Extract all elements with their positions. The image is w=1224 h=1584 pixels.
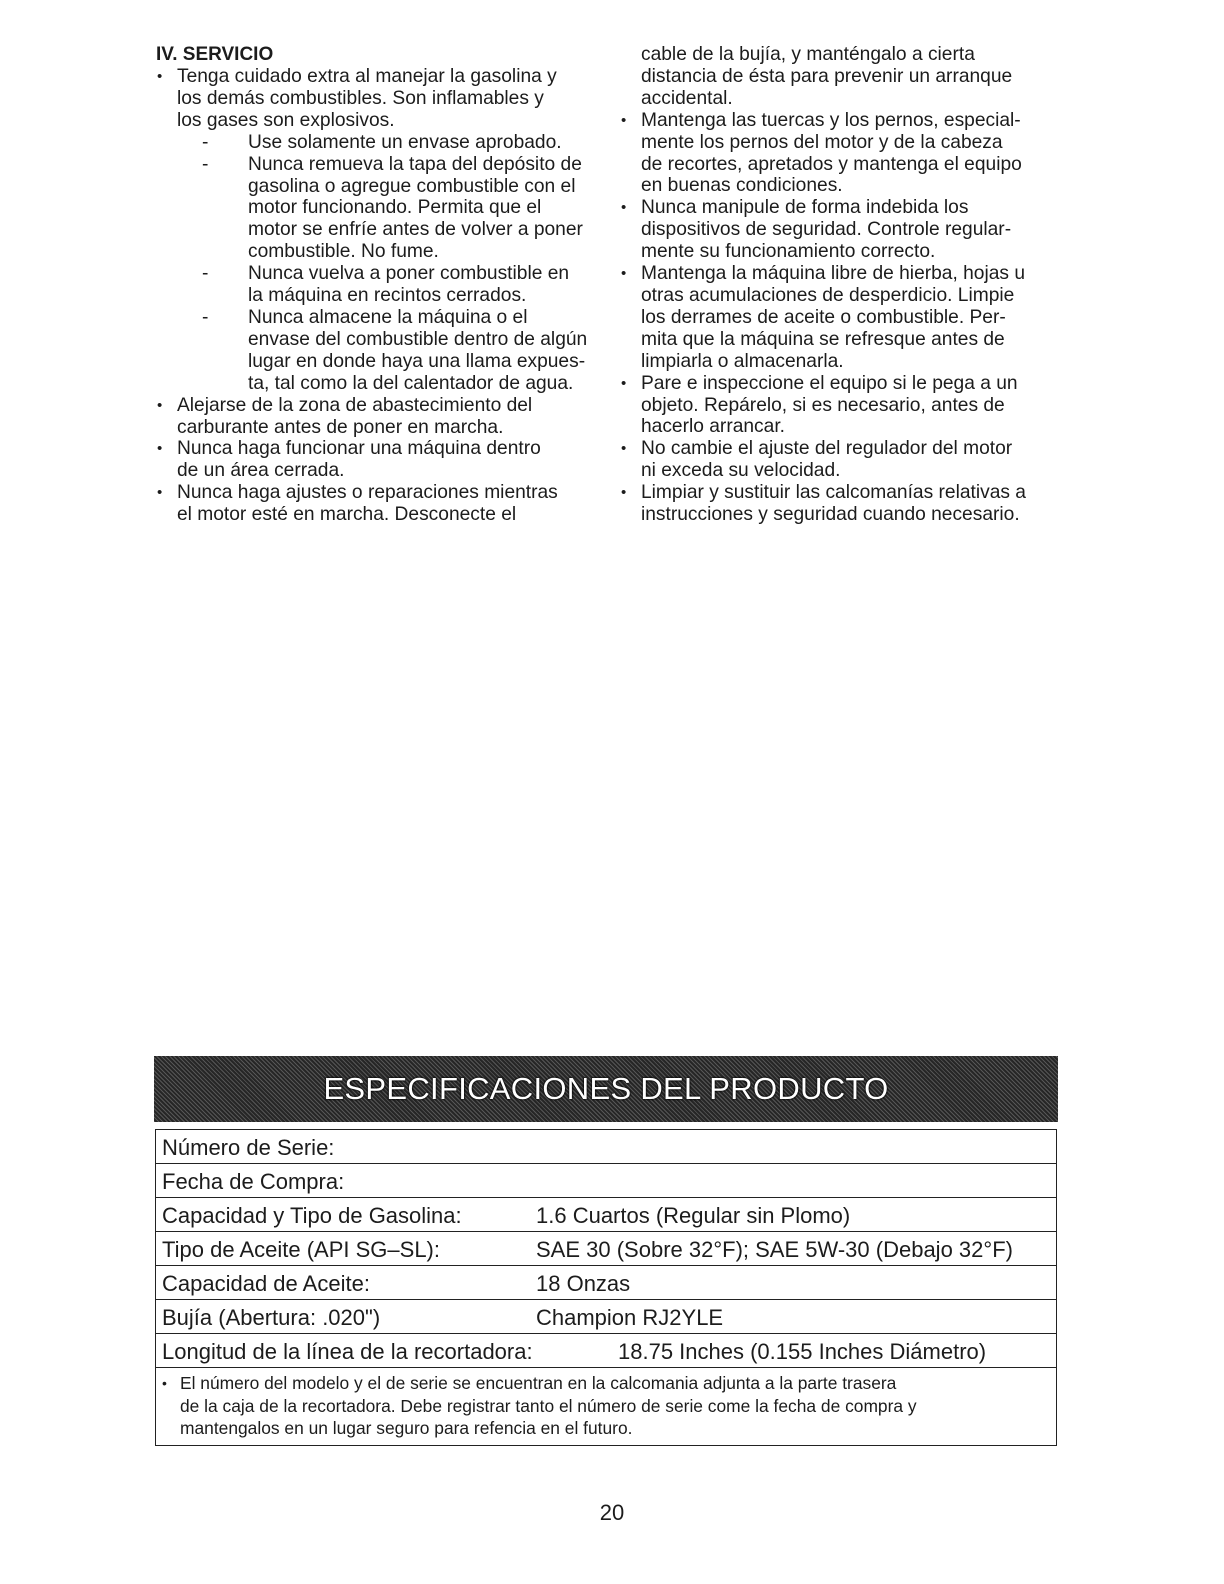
text-line: la máquina en recintos cerrados. [248, 285, 527, 307]
text-line: ta, tal como la del calentador de agua. [248, 372, 574, 394]
spec-label: Capacidad y Tipo de Gasolina: [162, 1203, 462, 1228]
text-line: de la caja de la recortadora. Debe registrar tanto el número de serie come la fecha de compra y [180, 1395, 917, 1416]
bullet-item [156, 395, 596, 439]
page-number: 20 [599, 1500, 625, 1525]
spec-label: Bujía (Abertura: .020") [162, 1305, 381, 1330]
spec-value: SAE 30 (Sobre 32°F); SAE 5W-30 (Debajo 32°F) [536, 1237, 1013, 1262]
text-line: mita que la máquina se refresque antes de [641, 328, 1005, 350]
spec-row-spark-plug [156, 1300, 1056, 1334]
text-line: - Use solamente un envase aprobado. [248, 131, 562, 153]
text-line: gasolina o agregue combustible con el [248, 175, 576, 197]
text-line: de un área cerrada. [177, 460, 345, 482]
text-line: de recortes, apretados y mantenga el equipo [641, 153, 1022, 175]
bullet-item [620, 373, 1060, 439]
text-line: distancia de ésta para prevenir un arranque [641, 65, 1013, 87]
spec-label: Capacidad de Aceite: [162, 1271, 370, 1296]
text-line: el motor esté en marcha. Desconecte el [177, 504, 517, 526]
spec-note [156, 1368, 1056, 1445]
spec-value: Champion RJ2YLE [536, 1305, 724, 1330]
bullet-item [620, 263, 1060, 373]
text-line: instrucciones y seguridad cuando necesario. [641, 504, 1020, 526]
dash-item [156, 263, 596, 307]
text-line: • Mantenga las tuercas y los pernos, especial- [641, 109, 1021, 131]
text-line: los derrames de aceite o combustible. Per- [641, 306, 1006, 328]
bullet-item [620, 438, 1060, 482]
text-line: envase del combustible dentro de algún [248, 328, 588, 350]
bullet-item [156, 482, 596, 526]
bullet-item [620, 197, 1060, 263]
bullet-item [620, 110, 1060, 198]
text-line: ni exceda su velocidad. [641, 460, 841, 482]
spec-label: Fecha de Compra: [162, 1169, 345, 1194]
spec-label: Número de Serie: [162, 1135, 335, 1160]
text-line: los demás combustibles. Son inflamables y [177, 87, 544, 109]
text-line: objeto. Repárelo, si es necesario, antes de [641, 394, 1005, 416]
text-line: mente los pernos del motor y de la cabeza [641, 131, 1003, 153]
text-line: • Pare e inspeccione el equipo si le pega a un [641, 372, 1018, 394]
bullet-item [156, 438, 596, 482]
text-line: - Nunca almacene la máquina o el [248, 306, 528, 328]
text-line: - Nunca vuelva a poner combustible en [248, 263, 570, 285]
spec-row-trimmer-line [156, 1334, 1056, 1368]
text-line: mantengalos en un lugar seguro para refencia en el futuro. [180, 1418, 633, 1438]
spec-row-oil-type [156, 1232, 1056, 1266]
bullet-item [620, 482, 1060, 526]
text-line: hacerlo arrancar. [641, 416, 785, 438]
spec-row-oil-capacity [156, 1266, 1056, 1300]
spec-banner-title: ESPECIFICACIONES DEL PRODUCTO [323, 1071, 889, 1106]
text-line: dispositivos de seguridad. Controle regular- [641, 219, 1012, 241]
text-line: cable de la bujía, y manténgalo a cierta [641, 44, 975, 65]
spec-value: 1.6 Cuartos (Regular sin Plomo) [536, 1203, 851, 1228]
text-line: limpiarla o almacenarla. [641, 350, 844, 372]
spec-value: 18 Onzas [536, 1271, 631, 1296]
text-line: combustible. No fume. [248, 241, 439, 263]
text-line: • El número del modelo y el de serie se encuentran en la calcomania adjunta a la parte trasera [180, 1373, 897, 1393]
text-line: • Nunca haga funcionar una máquina dentro [177, 438, 541, 460]
text-line: • Limpiar y sustituir las calcomanías relativas a [641, 482, 1026, 504]
service-column-left [156, 44, 596, 526]
text-line: • Mantenga la máquina libre de hierba, hojas u [641, 263, 1026, 285]
text-line: carburante antes de poner en marcha. [177, 416, 504, 438]
dash-item [156, 154, 596, 264]
text-line: otras acumulaciones de desperdicio. Limpie [641, 284, 1015, 306]
text-line: • Nunca haga ajustes o reparaciones mientras [177, 482, 558, 504]
spec-banner [154, 1056, 1058, 1122]
dash-item [156, 307, 596, 395]
spec-row-serial-number [156, 1130, 1056, 1164]
text-line: • No cambie el ajuste del regulador del motor [641, 438, 1013, 460]
bullet-item [156, 66, 596, 132]
text-line: motor funcionando. Permita que el [248, 197, 542, 219]
spec-row-fuel [156, 1198, 1056, 1232]
section-heading: IV. SERVICIO [156, 44, 274, 65]
text-line: lugar en donde haya una llama expues- [248, 350, 586, 372]
text-line: accidental. [641, 87, 733, 109]
text-line: - Nunca remueva la tapa del depósito de [248, 153, 582, 175]
spec-value: 18.75 Inches (0.155 Inches Diámetro) [618, 1339, 987, 1364]
continued-text [620, 44, 1060, 110]
text-line: • Alejarse de la zona de abastecimiento del [177, 394, 533, 416]
spec-table [155, 1129, 1057, 1446]
dash-item [156, 132, 596, 154]
text-line: motor se enfríe antes de volver a poner [248, 219, 583, 241]
text-line: • Nunca manipule de forma indebida los [641, 197, 969, 219]
text-line: mente su funcionamiento correcto. [641, 241, 936, 263]
text-line: en buenas condiciones. [641, 175, 843, 197]
service-column-right [620, 44, 1060, 526]
spec-row-purchase-date [156, 1164, 1056, 1198]
text-line: los gases son explosivos. [177, 109, 395, 131]
spec-label: Tipo de Aceite (API SG–SL): [162, 1237, 440, 1262]
spec-label: Longitud de la línea de la recortadora: [162, 1339, 533, 1364]
text-line: • Tenga cuidado extra al manejar la gasolina y [177, 66, 557, 87]
